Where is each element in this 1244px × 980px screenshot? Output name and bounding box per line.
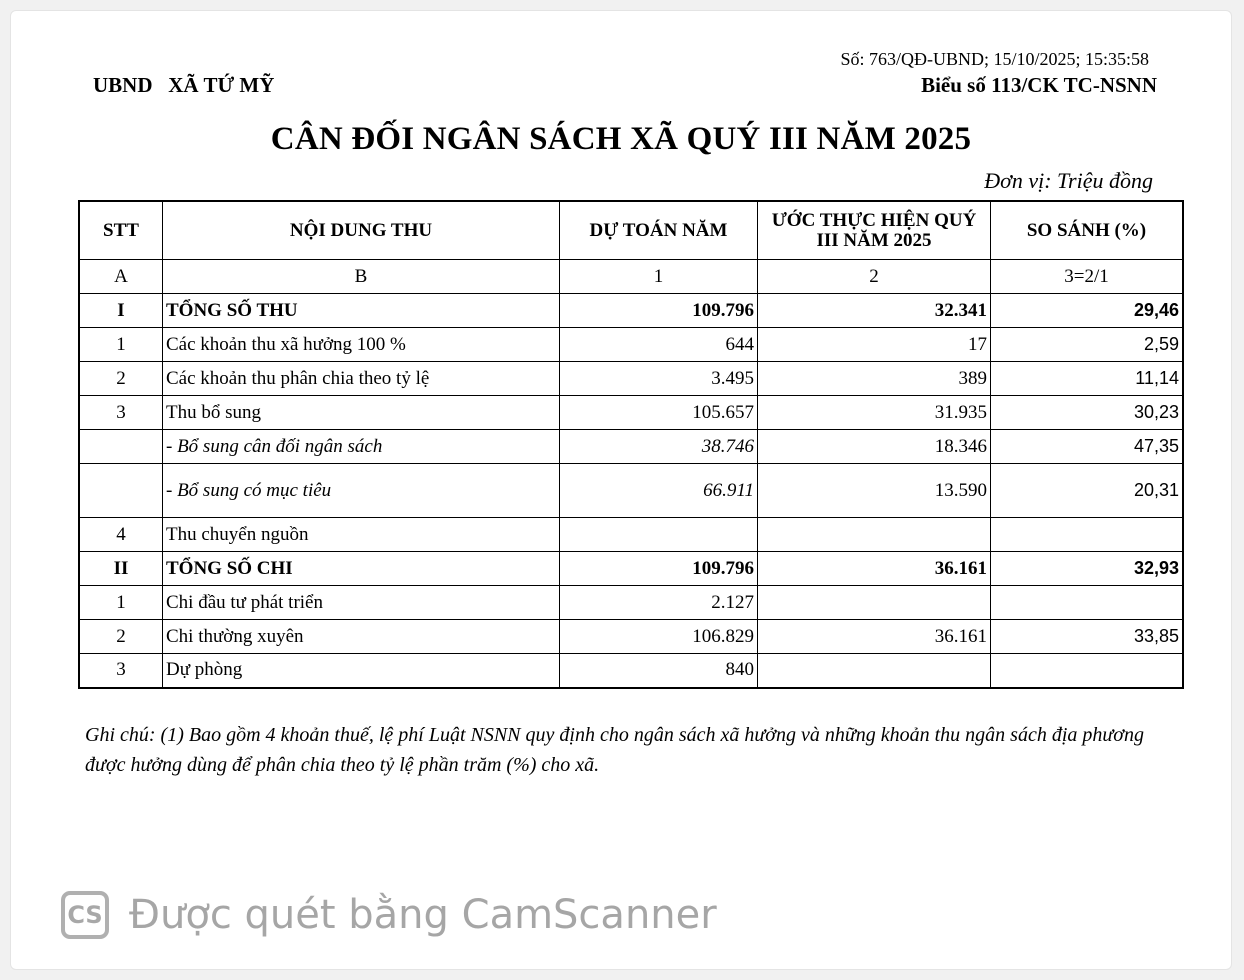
row-content: Chi thường xuyên (163, 620, 560, 654)
table-row (79, 464, 1183, 518)
row-content: Thu bổ sung (163, 396, 560, 430)
row-stt: 1 (79, 586, 163, 620)
form-code: Biểu số 113/CK TC-NSNN (921, 73, 1157, 97)
row-stt: 2 (79, 620, 163, 654)
unit-label: Đơn vị: Triệu đồng (984, 168, 1153, 193)
row-estimate-value: 13.590 (758, 464, 991, 518)
row-content: TỔNG SỐ CHI (163, 552, 560, 586)
camscanner-icon: CS (61, 891, 109, 939)
table-row (79, 396, 1183, 430)
row-stt: I (79, 294, 163, 328)
row-estimate-value: 17 (758, 328, 991, 362)
column-code: 3=2/1 (991, 260, 1184, 294)
row-plan-value: 38.746 (560, 430, 758, 464)
row-compare-value: 32,93 (991, 552, 1184, 586)
table-row (79, 654, 1183, 688)
row-content: TỔNG SỐ THU (163, 294, 560, 328)
row-estimate-value (758, 518, 991, 552)
row-compare-value (991, 654, 1184, 688)
document-page (10, 10, 1232, 970)
table-row (79, 362, 1183, 396)
column-code: A (79, 260, 163, 294)
row-stt (79, 430, 163, 464)
row-plan-value: 840 (560, 654, 758, 688)
row-content: Thu chuyển nguồn (163, 518, 560, 552)
issuing-agency: UBND XÃ TỨ MỸ (93, 73, 275, 97)
row-plan-value (560, 518, 758, 552)
table-row (79, 552, 1183, 586)
column-code: B (163, 260, 560, 294)
column-header-stt: STT (79, 201, 163, 260)
row-compare-value (991, 586, 1184, 620)
table-row (79, 430, 1183, 464)
row-compare-value: 30,23 (991, 396, 1184, 430)
row-plan-value: 3.495 (560, 362, 758, 396)
footnote: Ghi chú: (1) Bao gồm 4 khoản thuế, lệ phí Luật NSNN quy định cho ngân sách xã hưởng và những khoản thu ngân sách địa phương được hưởng dùng để phân chia theo tỷ lệ phần trăm (%) cho xã. (85, 724, 1144, 776)
row-estimate-value: 389 (758, 362, 991, 396)
column-header-plan: DỰ TOÁN NĂM (560, 201, 758, 260)
column-header-compare: SO SÁNH (%) (991, 201, 1184, 260)
row-stt: 4 (79, 518, 163, 552)
table-row (79, 586, 1183, 620)
row-compare-value (991, 518, 1184, 552)
row-plan-value: 2.127 (560, 586, 758, 620)
row-stt: 3 (79, 396, 163, 430)
row-estimate-value (758, 586, 991, 620)
scanner-watermark-text: Được quét bằng CamScanner (129, 892, 717, 938)
row-plan-value: 105.657 (560, 396, 758, 430)
row-plan-value: 644 (560, 328, 758, 362)
row-content: Dự phòng (163, 654, 560, 688)
row-stt: 2 (79, 362, 163, 396)
row-compare-value: 11,14 (991, 362, 1184, 396)
row-plan-value: 66.911 (560, 464, 758, 518)
table-row (79, 328, 1183, 362)
row-stt: II (79, 552, 163, 586)
row-stt: 3 (79, 654, 163, 688)
column-header-content: NỘI DUNG THU (163, 201, 560, 260)
row-estimate-value: 18.346 (758, 430, 991, 464)
row-plan-value: 109.796 (560, 552, 758, 586)
row-content: Các khoản thu xã hưởng 100 % (163, 328, 560, 362)
table-row (79, 620, 1183, 654)
row-stt: 1 (79, 328, 163, 362)
row-plan-value: 106.829 (560, 620, 758, 654)
scanner-watermark (61, 891, 717, 939)
row-estimate-value: 36.161 (758, 620, 991, 654)
row-content: Các khoản thu phân chia theo tỷ lệ (163, 362, 560, 396)
column-code: 1 (560, 260, 758, 294)
row-content: - Bổ sung cân đối ngân sách (163, 430, 560, 464)
row-compare-value: 20,31 (991, 464, 1184, 518)
row-compare-value: 29,46 (991, 294, 1184, 328)
table-row (79, 518, 1183, 552)
row-plan-value: 109.796 (560, 294, 758, 328)
row-compare-value: 2,59 (991, 328, 1184, 362)
row-estimate-value (758, 654, 991, 688)
table-header-row (79, 201, 1183, 260)
budget-table (78, 200, 1184, 689)
document-title: CÂN ĐỐI NGÂN SÁCH XÃ QUÝ III NĂM 2025 (270, 121, 972, 157)
column-header-estimate: ƯỚC THỰC HIỆN QUÝ III NĂM 2025 (758, 201, 991, 260)
row-compare-value: 33,85 (991, 620, 1184, 654)
column-code-row (79, 260, 1183, 294)
row-content: - Bổ sung có mục tiêu (163, 464, 560, 518)
row-estimate-value: 31.935 (758, 396, 991, 430)
column-code: 2 (758, 260, 991, 294)
table-row (79, 294, 1183, 328)
row-stt (79, 464, 163, 518)
document-number: Số: 763/QĐ-UBND; 15/10/2025; 15:35:58 (840, 49, 1149, 69)
row-compare-value: 47,35 (991, 430, 1184, 464)
row-estimate-value: 36.161 (758, 552, 991, 586)
row-estimate-value: 32.341 (758, 294, 991, 328)
row-content: Chi đầu tư phát triển (163, 586, 560, 620)
